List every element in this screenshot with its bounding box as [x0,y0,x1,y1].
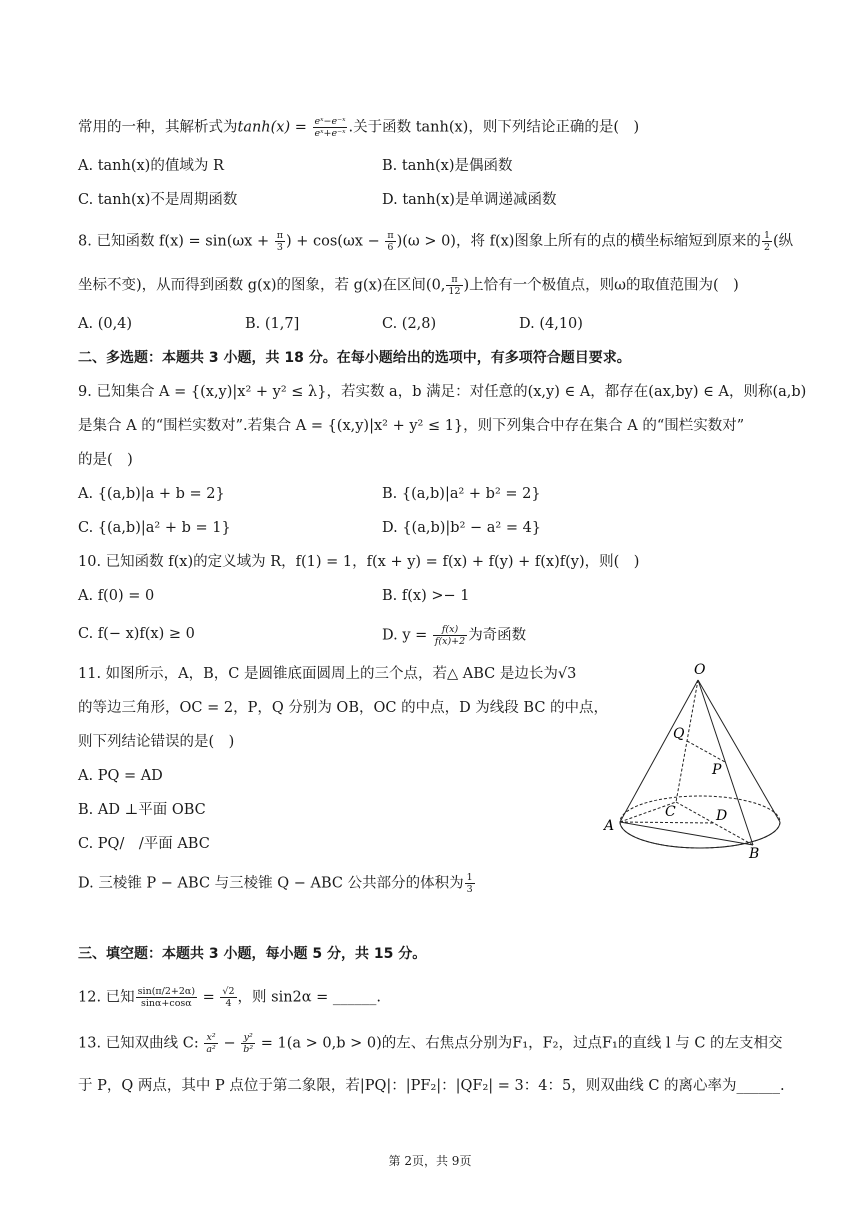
q9-option-b: B. {(a,b)|a² + b² = 2} [382,486,541,502]
label-O: O [694,662,706,678]
q8-option-c: C. (2,8) [382,316,437,332]
q7-option-d: D. tanh(x)是单调递减函数 [382,192,557,208]
label-A: A [604,818,615,834]
q8-twelve: 12 [448,286,461,297]
q9-line3: 的是( ) [78,452,133,468]
q8-one: 1 [763,230,770,241]
q11-opt-d-frac [465,872,475,895]
q8-frac-pi3 [275,230,285,253]
q13-frac-y [241,1032,255,1055]
q11-option-b: B. AD ⊥平面 OBC [78,802,206,818]
q7-tanh: tanh(x) = [237,119,312,136]
q8-option-b: B. (1,7] [245,316,300,332]
q13-a2: a² [206,1044,216,1055]
q12-rnum: √2 [222,986,235,997]
cone-edge-right [698,680,780,822]
section-3-heading: 三、填空题：本题共 3 小题，每小题 5 分，共 15 分。 [78,946,427,962]
q13-line2: 于 P，Q 两点，其中 P 点位于第二象限，若|PQ|：|PF₂|：|QF₂| = 3：4：5，则双曲线 C 的离心率为______. [78,1078,785,1094]
q8-frac-half [762,230,772,253]
cone-figure [598,660,790,860]
q8-two: 2 [763,242,770,253]
q9-line2: 是集合 A 的“围栏实数对”.若集合 A = {(x,y)|x² + y² ≤ 1}，则下列集合中存在集合 A 的“围栏实数对” [78,418,745,434]
q13-frac-x [204,1032,217,1055]
cone-edge-left [620,680,698,822]
q7-option-a: A. tanh(x)的值域为 R [78,158,224,174]
section-2-heading: 二、多选题：本题共 3 小题，共 18 分。在每小题给出的选项中，有多项符合题目要求。 [78,350,631,366]
q10-option-b: B. f(x) >− 1 [382,588,470,604]
label-Q: Q [673,726,685,742]
q10-opt-d-den: f(x)+2 [434,636,466,647]
q10-opt-d-frac [433,624,467,647]
q8-line1-a: 8. 已知函数 f(x) = sin(ωx + [78,233,274,250]
q8-option-a: A. (0,4) [78,316,133,332]
q11-opt-d-pre: D. 三棱锥 P − ABC 与三棱锥 Q − ABC 公共部分的体积为 [78,875,464,892]
q7-frac-den: eˣ+e⁻ˣ [314,128,346,139]
q9-line1: 9. 已知集合 A = {(x,y)|x² + y² ≤ λ}，若实数 a，b 满足：对任意的(x,y) ∈ A，都存在(ax,by) ∈ A，则称(a,b) [78,384,807,400]
q11-line3: 则下列结论错误的是( ) [78,734,235,750]
q11-opt-d-den: 3 [466,884,473,895]
q12-frac-right [220,986,236,1009]
q12-den: sinα+cosα [140,998,192,1009]
q8-pi-3: π [446,274,462,286]
q11-option-a: A. PQ = AD [78,768,163,784]
q10-option-a: A. f(0) = 0 [78,588,155,604]
q13-pre: 13. 已知双曲线 C: [78,1035,204,1052]
q9-option-d: D. {(a,b)|b² − a² = 4} [382,520,542,536]
q10-line1: 10. 已知函数 f(x)的定义域为 R，f(1) = 1，f(x + y) = f(x) + f(y) + f(x)f(y)，则( ) [78,554,640,570]
q7-stem [78,116,639,139]
q12-num: sin(π/2+2α) [137,986,196,997]
q12-frac-left [136,986,197,1009]
label-B: B [749,846,760,860]
q10-opt-d-pre: D. y = [382,627,432,644]
q12-pre: 12. 已知 [78,989,135,1006]
q7-frac-num: eˣ−e⁻ˣ [314,116,346,127]
q7-fraction [313,116,348,139]
q8-line2-a: 坐标不变)，从而得到函数 g(x)的图象，若 g(x)在区间(0, [78,277,446,294]
q10-opt-d-num: f(x) [433,624,467,636]
q9-option-c: C. {(a,b)|a² + b = 1} [78,520,231,536]
q13-line1-post: = 1(a > 0,b > 0)的左、右焦点分别为F₁，F₂，过点F₁的直线 l 与 C 的左支相交 [256,1035,783,1052]
q13-line1 [78,1032,783,1055]
q9-option-a: A. {(a,b)|a + b = 2} [78,486,225,502]
q8-line1-c: )(ω > 0)，将 f(x)图象上所有的点的横坐标缩短到原来的 [396,233,761,250]
q11-option-c: C. PQ/ /平面 ABC [78,836,210,852]
q11-line2: 的等边三角形，OC = 2，P，Q 分别为 OB，OC 的中点，D 为线段 BC 的中点， [78,700,609,716]
q13-minus: − [218,1035,241,1052]
q10-option-c: C. f(− x)f(x) ≥ 0 [78,626,195,642]
q12-eq: = [198,989,220,1006]
q8-three: 3 [276,242,283,253]
q11-line1: 11. 如图所示，A，B，C 是圆锥底面圆周上的三个点，若△ ABC 是边长为√3 [78,666,577,682]
q10-option-d [382,624,526,647]
q8-frac-pi12 [446,274,462,297]
q12-rden: 4 [225,998,232,1009]
q7-stem-pre: 常用的一种，其解析式为 [78,119,238,136]
q8-line1 [78,230,793,253]
q8-option-d: D. (4,10) [519,316,583,332]
q8-line1-d: (纵 [772,233,794,250]
q7-option-c: C. tanh(x)不是周期函数 [78,192,238,208]
q8-line2 [78,274,739,297]
q13-b2: b² [243,1044,254,1055]
q12-line [78,986,381,1009]
q8-line2-b: )上恰有一个极值点，则ω的取值范围为( ) [463,277,739,294]
label-D: D [716,808,728,824]
q13-y2: y² [241,1032,255,1044]
q8-pi-2: π [387,230,394,241]
label-P: P [712,762,722,778]
q13-x2: x² [204,1032,217,1044]
q7-stem-post: .关于函数 tanh(x)，则下列结论正确的是( ) [348,119,640,136]
segment-AD [620,822,714,823]
q7-option-b: B. tanh(x)是偶函数 [382,158,513,174]
q8-pi: π [276,230,283,241]
q11-option-d [78,872,476,895]
label-C: C [665,804,676,820]
q8-frac-pi6 [385,230,395,253]
q8-six: 6 [387,242,394,253]
page-footer: 第 2页，共 9页 [388,1154,472,1168]
q10-opt-d-post: 为奇函数 [468,627,527,644]
q12-post: ，则 sin2α = ______. [237,989,382,1006]
q8-line1-b: ) + cos(ωx − [285,233,385,250]
q11-opt-d-num: 1 [466,872,473,883]
